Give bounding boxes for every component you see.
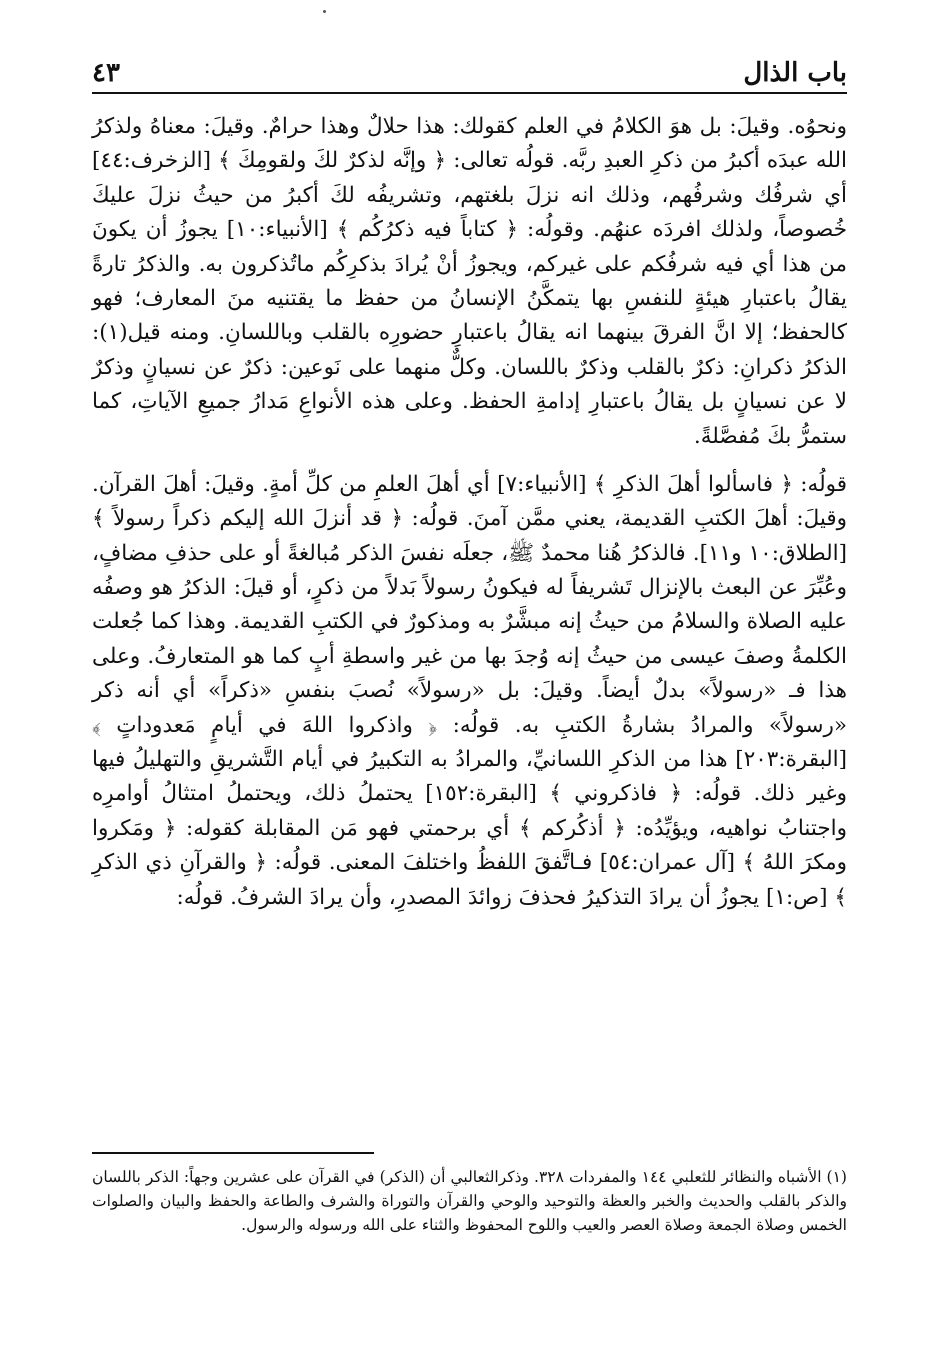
paragraph: قولُه: ﴿ فاسألوا أهلَ الذكرِ ﴾ [الأنبياء:٧] أي أهلَ العلمِ من كلِّ أمةٍ. وقيلَ: أهلَ القرآن. وقيلَ: أهلَ الكتبِ القديمة، يعني ممَّن آمنَ. قولُه: ﴿ قد أنزلَ الله إليكم ذكراً رسولاً ﴾ [الطلاق:١٠ و١١]. فالذكرُ هُنا محمدٌ ﷺ، جعلَه نفسَ الذكر مُبالغةً أو على حذفِ مضافٍ، وعُبِّرَ عن البعث بالإنزال تَشريفاً له فيكونُ رسولاً بَدلاً من ذكرٍ، أو قيلَ: الذكرُ هو وصفُه عليه الصلاة والسلامُ من حيثُ إنه مبشَّرٌ به ومذكورٌ في الكتبِ القديمة. وهذا كما جُعلت الكلمةُ وصفَ عيسى من حيثُ إنه وُجدَ بها من غير واسطةِ أبٍ كما هو المتعارفُ. وعلى هذا فـ «رسولاً» بدلٌ أيضاً. وقيلَ: بل «رسولاً» نُصبَ بنفسِ «ذكراً» أي أنه ذكر «رسولاً» والمرادُ بشارةُ الكتبِ به. قولُه: ﴿ واذكروا اللهَ في أيامٍ مَعدوداتٍ ﴾ [البقرة:٢٠٣] هذا من الذكرِ اللسانيِّ، والمرادُ به التكبيرُ في أيام التَّشريقِ والتهليلُ فيها وغير ذلك. قولُه: ﴿ فاذكروني ﴾ [البقرة:١٥٢] يحتملُ ذلك، ويحتملُ امتثالُ أوامرِه واجتنابُ نواهيه، ويؤيِّدُه: ﴿ أذكُركم ﴾ أي برحمتي فهو مَن المقابلة كقوله: ﴿ ومَكروا ومكرَ اللهُ ﴾ [آل عمران:٥٤] فـاتَّفقَ اللفظُ واختلفَ المعنى. قولُه: ﴿ والقرآنِ ذي الذكرِ ﴾ [ص:١] يجوزُ أن يرادَ التذكيرُ فحذفَ زوائدَ المصدرِ، وأن يرادَ الشرفُ. قولُه: (92, 471, 848, 910)
main-text (92, 110, 847, 915)
footnote-separator (92, 1152, 374, 1154)
page-header (92, 52, 847, 92)
footnote: (١) الأشباه والنظائر للثعلبي ١٤٤ والمفردات ٣٢٨. وذكرالثعالبي أن (الذكر) في القرآن على عشرين وجهاً: الذكر باللسان والذكر بالقلب والحديث والخبر والعظة والتوحيد والوحي والقرآن والتوراة والشرف والطاعة والحفظ والبيان والصلوات الخمس وصلاة الجمعة وصلاة العصر والعيب واللوح المحفوظ والثناء على الله ورسوله والرسول. (92, 1168, 847, 1235)
chapter-title: باب الذال (743, 58, 847, 88)
header-rule (92, 92, 847, 94)
footnotes (92, 1165, 847, 1237)
paragraph: ونحوُه. وقيلَ: بل هوَ الكلامُ في العلم كقولك: هذا حلالٌ وهذا حرامٌ. وقيلَ: معناهُ ولذكرُ الله عبدَه أكبرُ من ذكرِ العبدِ ربَّه. قولُه تعالى: ﴿ وإنَّه لذكرٌ لكَ ولقومِكَ ﴾ [الزخرف:٤٤] أي شرفُك وشرفُهم، وذلك انه نزلَ بلغتهم، وتشريفُه لكَ أكبرُ من حيثُ نزلَ عليكَ خُصوصاً، ولذلك افردَه عنهُم. وقولُه: ﴿ كتاباً فيه ذكرُكُم ﴾ [الأنبياء:١٠] يجوزُ أن يكونَ من هذا أي فيه شرفُكم على غيركم، ويجوزُ أنْ يُرادَ بذكرِكُم ماتُذكرون به. والذكرُ تارةً يقالُ باعتبارِ هيئةٍ للنفسِ بها يتمكَّنُ الإنسانُ من حفظ ما يقتنيه منَ المعارف؛ فهو كالحفظ؛ إلا انَّ الفرقَ بينهما انه يقالُ باعتبارِ حضورِه بالقلب وباللسانِ. ومنه قيل(١): الذكرُ ذكرانِ: ذكرٌ بالقلب وذكرٌ باللسان. وكلٌّ منهما على نَوعين: ذكرٌ عن نسيانٍ وذكرٌ لا عن نسيانٍ بل يقالُ باعتبارِ إدامةِ الحفظ. وعلى هذه الأنواعِ مَدارُ جميعِ الآياتِ، كما ستمرُّ بكَ مُفصَّلةً. (92, 114, 847, 449)
page-number: ٤٣ (92, 58, 120, 88)
scan-speck (323, 10, 326, 13)
